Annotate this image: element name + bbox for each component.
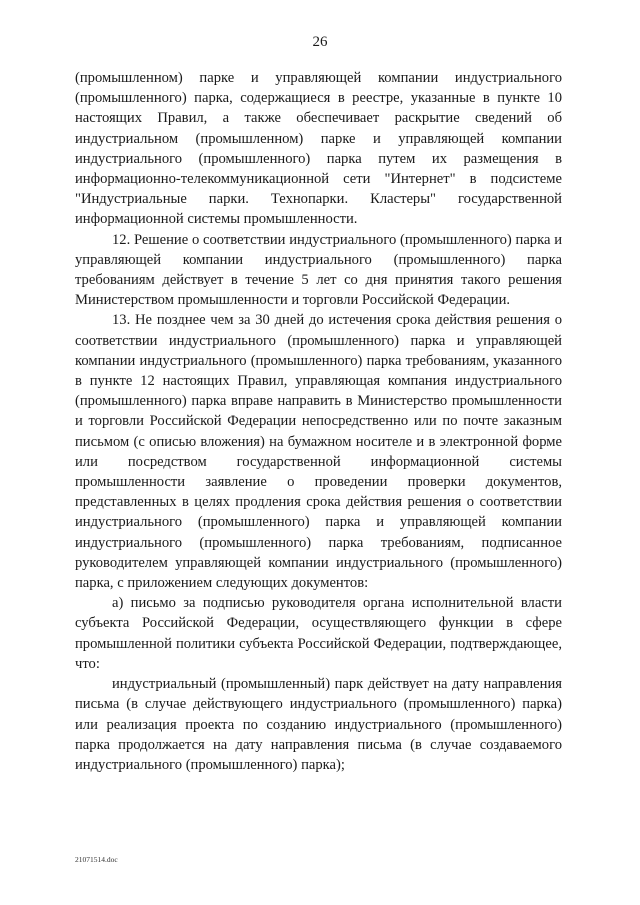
paragraph-item-12: 12. Решение о соответствии индустриального (промышленного) парка и управляющей компании индустриального (промышленного) парка требованиям действует в течение 5 лет со дня принятия такого решения Министерством промышленности и торговли Российской Федерации. — [75, 231, 562, 309]
paragraph-subitem-a: а) письмо за подписью руководителя органа исполнительной власти субъекта Российской Федерации, осуществляющего функции в сфере промышленной политики субъекта Российской Федерации, подтверждающее, что: — [75, 595, 562, 672]
document-body — [75, 68, 562, 775]
paragraph-subitem-a-clause: индустриальный (промышленный) парк действует на дату направления письма (в случае действующего индустриального (промышленного) парка) или реализация проекта по созданию индустриального (промышленного) парка продолжается на дату направления письма (в случае создаваемого индустриального (промышленного) парка); — [75, 676, 562, 773]
paragraph-item-13: 13. Не позднее чем за 30 дней до истечения срока действия решения о соответствии индустриального (промышленного) парка и управляющей компании индустриального (промышленного) парка требованиям, указанного в пункте 12 настоящих Правил, управляющая компания индустриального (промышленного) парка вправе направить в Министерство промышленности и торговли Российской Федерации непосредственно или по почте заказным письмом (с описью вложения) на бумажном носителе и в электронной форме или посредством государственной информационной системы промышленности заявление о проведении проверки документов, представленных в целях продления срока действия решения о соответствии индустриального (промышленного) парка и управляющей компании индустриального (промышленного) парка требованиям, подписанное руководителем управляющей компании индустриального (промышленного) парка, с приложением следующих документов: — [75, 312, 562, 592]
footer-filename: 21071514.doc — [75, 855, 118, 864]
paragraph-continuation: (промышленном) парке и управляющей компании индустриального (промышленного) парка, содержащиеся в реестре, указанные в пункте 10 настоящих Правил, а также обеспечивает раскрытие сведений об индустриальном (промышленном) парке и управляющей компании индустриального (промышленного) парка путем их размещения в информационно-телекоммуникационной сети "Интернет" в подсистеме "Индустриальные парки. Технопарки. Кластеры" государственной информационной системы промышленности. — [75, 70, 562, 228]
page-number: 26 — [312, 34, 328, 50]
